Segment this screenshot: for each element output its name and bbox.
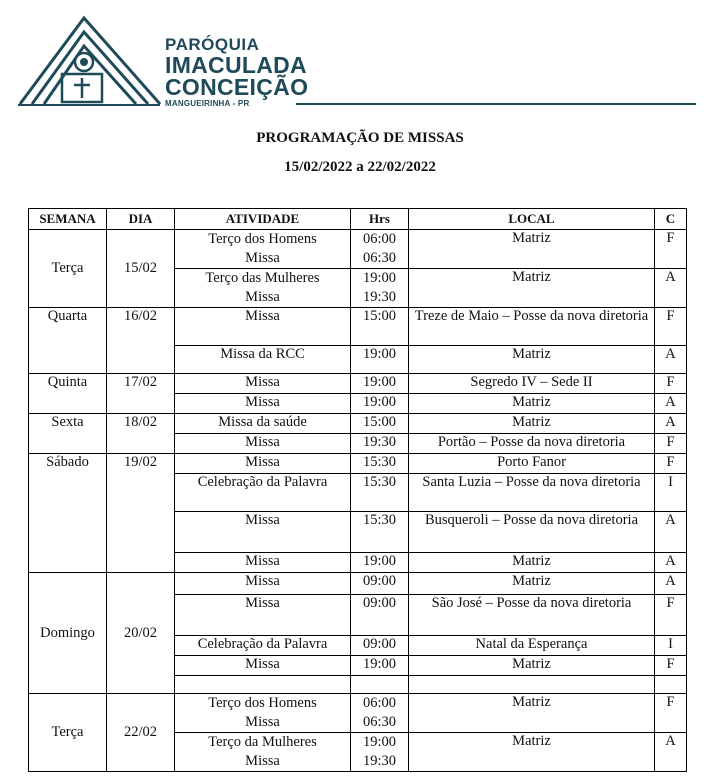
c-cell: F [655,656,687,676]
local-cell: Matriz [409,414,655,434]
day-cell: 17/02 [107,374,175,414]
c-cell: A [655,346,687,374]
hours-cell: 15:30 [351,454,409,474]
table-row [29,414,687,434]
table-header-row [29,209,687,230]
header-rule [296,103,696,105]
activity-cell: Terço das Mulheres Missa [175,269,351,308]
local-cell: Matriz [409,733,655,772]
activity-cell: Terço dos Homens Missa [175,694,351,733]
c-cell: F [655,374,687,394]
hours-cell: 09:00 [351,573,409,595]
c-cell: F [655,454,687,474]
local-cell: Matriz [409,346,655,374]
local-cell: Porto Fanor [409,454,655,474]
parish-line-2: IMACULADA [165,52,307,78]
hours-cell: 15:30 [351,474,409,512]
header-local: LOCAL [409,209,655,230]
parish-line-3: CONCEIÇÃO [165,74,309,100]
activity-cell: Celebração da Palavra [175,474,351,512]
local-cell: Treze de Maio – Posse da nova diretoria [409,308,655,346]
c-cell: F [655,308,687,346]
header-hrs: Hrs [351,209,409,230]
header-semana: SEMANA [29,209,107,230]
day-cell: 18/02 [107,414,175,454]
c-cell: F [655,694,687,733]
header-c: C [655,209,687,230]
hours-cell: 19:00 [351,394,409,414]
hours-cell [351,676,409,694]
week-cell: Quinta [29,374,107,414]
hours-cell: 19:00 [351,374,409,394]
header-dia: DIA [107,209,175,230]
week-cell: Terça [29,230,107,308]
parish-line-1: PARÓQUIA [165,35,260,54]
c-cell: F [655,434,687,454]
table-row [29,573,687,595]
local-cell: Natal da Esperança [409,636,655,656]
hours-cell: 09:00 [351,595,409,636]
c-cell: F [655,595,687,636]
activity-cell: Missa [175,512,351,553]
hours-cell: 09:00 [351,636,409,656]
c-cell: I [655,636,687,656]
hours-cell: 15:00 [351,414,409,434]
week-cell: Terça [29,694,107,772]
activity-cell: Missa [175,573,351,595]
parish-brand [165,36,308,109]
c-cell: I [655,474,687,512]
header-atividade: ATIVIDADE [175,209,351,230]
hours-cell: 15:30 [351,512,409,553]
c-cell: A [655,394,687,414]
activity-cell: Missa [175,374,351,394]
local-cell: Santa Luzia – Posse da nova diretoria [409,474,655,512]
hours-cell: 19:00 [351,346,409,374]
day-cell: 22/02 [107,694,175,772]
activity-cell: Missa [175,434,351,454]
activity-cell: Missa [175,553,351,573]
activity-cell: Missa da RCC [175,346,351,374]
local-cell: Matriz [409,230,655,269]
local-cell: Segredo IV – Sede II [409,374,655,394]
hours-cell: 19:00 [351,656,409,676]
hours-cell: 19:00 19:30 [351,733,409,772]
hours-cell: 19:00 19:30 [351,269,409,308]
table-row [29,694,687,733]
local-cell: Matriz [409,694,655,733]
table-row [29,308,687,346]
hours-cell: 06:00 06:30 [351,694,409,733]
c-cell [655,676,687,694]
week-cell: Quarta [29,308,107,374]
local-cell: Matriz [409,394,655,414]
activity-cell: Terço da Mulheres Missa [175,733,351,772]
local-cell: Matriz [409,573,655,595]
hours-cell: 06:00 06:30 [351,230,409,269]
activity-cell: Celebração da Palavra [175,636,351,656]
local-cell: Busqueroli – Posse da nova diretoria [409,512,655,553]
c-cell: A [655,553,687,573]
schedule-table [28,208,687,772]
week-cell: Sexta [29,414,107,454]
day-cell: 20/02 [107,573,175,694]
c-cell: A [655,414,687,434]
hours-cell: 15:00 [351,308,409,346]
parish-location: MANGUEIRINHA - PR [165,99,250,108]
local-cell: Matriz [409,269,655,308]
activity-cell: Missa da saúde [175,414,351,434]
day-cell: 15/02 [107,230,175,308]
local-cell: Matriz [409,656,655,676]
day-cell: 19/02 [107,454,175,573]
activity-cell: Missa [175,595,351,636]
week-cell: Domingo [29,573,107,694]
local-cell: São José – Posse da nova diretoria [409,595,655,636]
activity-cell: Terço dos Homens Missa [175,230,351,269]
table-row [29,230,687,269]
c-cell: A [655,733,687,772]
week-cell: Sábado [29,454,107,573]
local-cell: Portão – Posse da nova diretoria [409,434,655,454]
table-row [29,454,687,474]
activity-cell: Missa [175,308,351,346]
parish-logo [14,12,164,112]
activity-cell: Missa [175,394,351,414]
c-cell: A [655,573,687,595]
c-cell: A [655,269,687,308]
c-cell: A [655,512,687,553]
activity-cell: Missa [175,656,351,676]
c-cell: F [655,230,687,269]
hours-cell: 19:00 [351,553,409,573]
local-cell [409,676,655,694]
table-row [29,374,687,394]
page-title: PROGRAMAÇÃO DE MISSAS [256,130,464,146]
activity-cell [175,676,351,694]
day-cell: 16/02 [107,308,175,374]
activity-cell: Missa [175,454,351,474]
local-cell: Matriz [409,553,655,573]
page-period: 15/02/2022 a 22/02/2022 [284,159,436,175]
hours-cell: 19:30 [351,434,409,454]
